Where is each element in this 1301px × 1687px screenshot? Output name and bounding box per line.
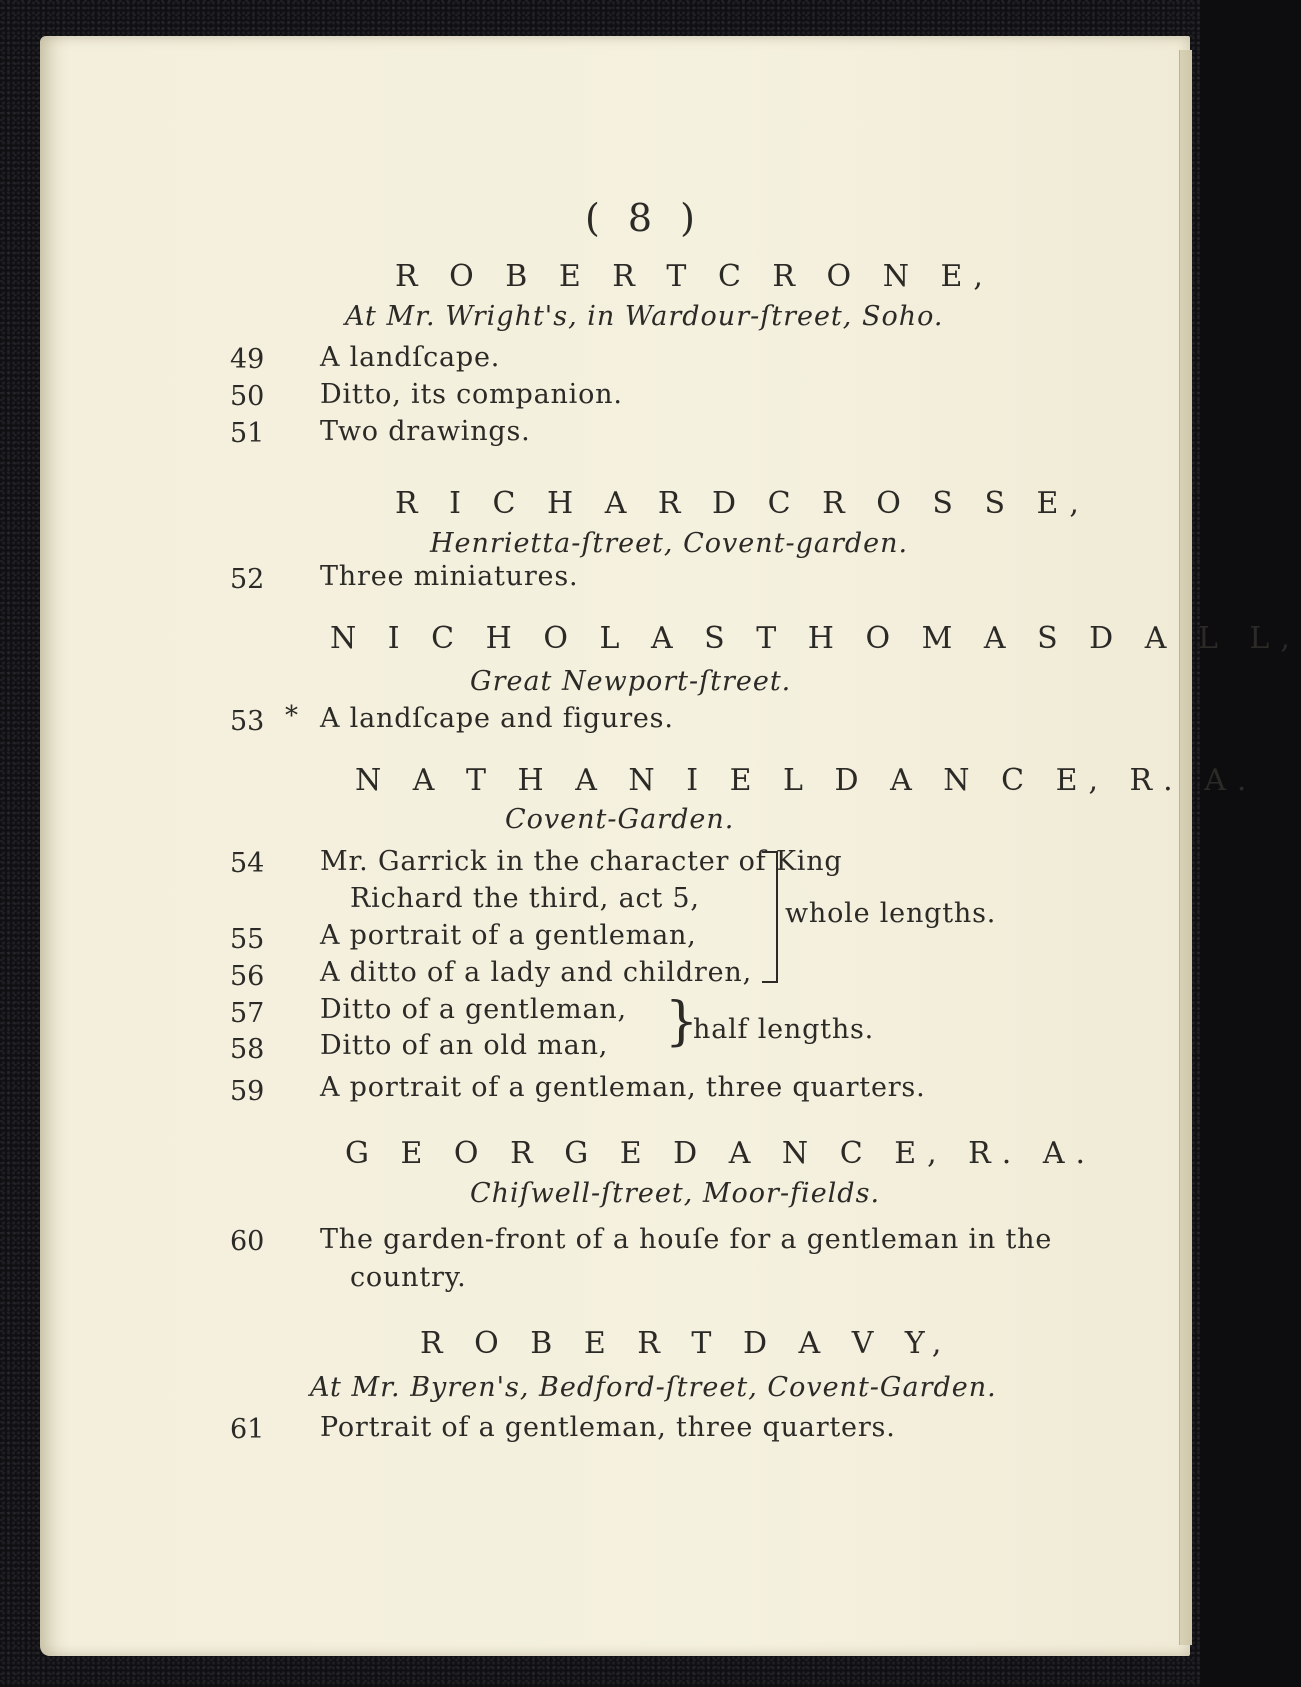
entry-number: 51 (230, 418, 265, 449)
entry-title: Ditto, its companion. (320, 379, 623, 410)
artist-address: At Mr. Byren's, Bedford-ſtreet, Covent-Garden. (310, 1372, 997, 1403)
half-lengths-brace: } (665, 992, 699, 1052)
entry-number: 49 (230, 344, 265, 375)
artist-address: Chiſwell-ſtreet, Moor-fields. (470, 1178, 881, 1209)
entry-title: Two drawings. (320, 416, 531, 447)
entry-title: A landſcape and figures. (320, 703, 674, 734)
entry-number: 59 (230, 1076, 265, 1107)
asterisk-mark: * (285, 701, 298, 731)
entry-continuation: country. (350, 1262, 467, 1293)
brace-label: half lengths. (693, 1014, 875, 1045)
entry-number: 56 (230, 961, 265, 992)
artist-name: G E O R G E D A N C E, R. A. (345, 1136, 1097, 1171)
artist-name: R I C H A R D C R O S S E, (395, 486, 1090, 521)
entry-title: Ditto of an old man, (320, 1030, 609, 1061)
artist-name: R O B E R T C R O N E, (395, 259, 994, 294)
entry-title: Portrait of a gentleman, three quarters. (320, 1412, 896, 1443)
entry-number: 61 (230, 1414, 265, 1445)
entry-number: 50 (230, 381, 265, 412)
artist-name: R O B E R T D A V Y, (420, 1326, 953, 1361)
entry-number: 55 (230, 924, 265, 955)
entry-number: 54 (230, 848, 265, 879)
entry-title: A landſcape. (320, 342, 501, 373)
artist-address: Covent-Garden. (505, 804, 735, 835)
entry-number: 60 (230, 1226, 265, 1257)
page-edge (1179, 50, 1192, 1645)
entry-title: A ditto of a lady and children, (320, 957, 752, 988)
artist-address: Great Newport-ſtreet. (470, 666, 792, 697)
catalogue-page (40, 36, 1301, 1656)
entry-number: 53 (230, 706, 265, 737)
whole-lengths-bracket (762, 851, 778, 983)
entry-title: Three miniatures. (320, 561, 579, 592)
artist-name: N A T H A N I E L D A N C E, R. A. (355, 763, 1258, 798)
entry-title: Ditto of a gentleman, (320, 994, 627, 1025)
artist-name: N I C H O L A S T H O M A S D A L L, (330, 621, 1301, 656)
entry-number: 58 (230, 1034, 265, 1065)
brace-label: whole lengths. (785, 898, 997, 929)
entry-number: 52 (230, 564, 265, 595)
entry-title: The garden-front of a houſe for a gentleman in the (320, 1224, 1053, 1255)
entry-number: 57 (230, 998, 265, 1029)
entry-title: Mr. Garrick in the character of King (320, 846, 843, 877)
artist-address: At Mr. Wright's, in Wardour-ſtreet, Soho. (345, 301, 944, 332)
entry-continuation: Richard the third, act 5, (350, 883, 700, 914)
entry-title: A portrait of a gentleman, three quarters. (320, 1072, 926, 1103)
entry-title: A portrait of a gentleman, (320, 920, 697, 951)
page-number: ( 8 ) (585, 196, 703, 240)
artist-address: Henrietta-ſtreet, Covent-garden. (430, 528, 909, 559)
